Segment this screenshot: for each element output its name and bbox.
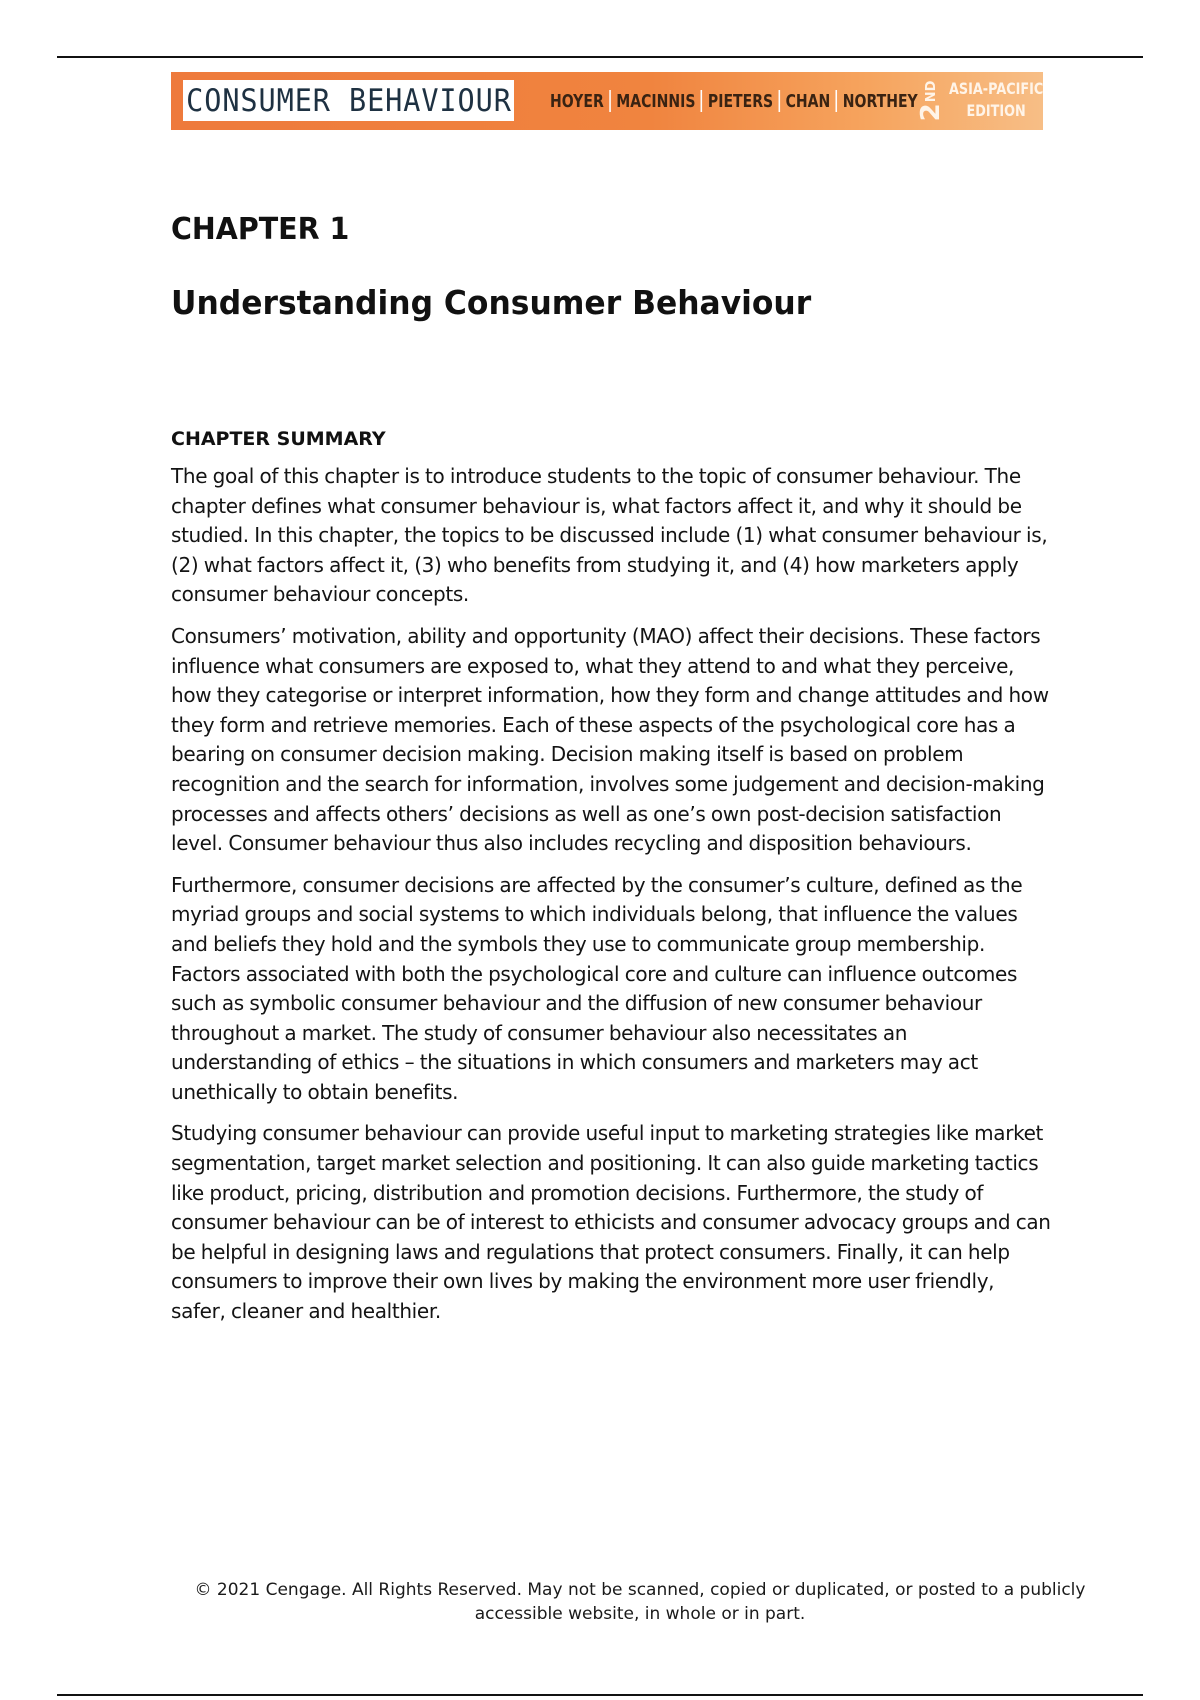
bottom-rule [57,1694,1143,1696]
author-name: MACINNIS [616,90,696,112]
banner-title-box [183,80,514,121]
author-separator [836,90,838,112]
author-list [550,88,918,114]
author-separator [779,90,781,112]
edition-line-2: EDITION [966,101,1026,120]
edition-badge [911,76,1044,126]
summary-paragraph: Studying consumer behaviour can provide useful input to marketing strategies like market segmentation, target market selection and positioning. It can also guide marketing tactics like product, pricing, distribution and promotion decisions. Furthermore, the study of consumer behaviour can be of interest to ethicists and consumer advocacy groups and can be helpful in designing laws and regulations that protect consumers. Finally, it can help consumers to improve their own lives by making the environment more user friendly, safer, cleaner and healthier. [171,1121,1051,1324]
summary-paragraph: Consumers’ motivation, ability and opportunity (MAO) affect their decisions. These factors influence what consumers are exposed to, what they attend to and what they perceive, how they categorise or interpret information, how they form and change attitudes and how they form and retrieve memories. Each of these aspects of the psychological core has a bearing on consumer decision making. Decision making itself is based on problem recognition and the search for information, involves some judgement and decision-making processes and affects others’ decisions as well as one’s own post-decision satisfaction level. Consumer behaviour thus also includes recycling and disposition behaviours. [171,623,1049,856]
top-rule [57,56,1143,58]
chapter-label: CHAPTER 1 [171,212,350,247]
edition-line-1: ASIA-PACIFIC [949,79,1044,98]
edition-number [908,81,954,121]
banner-title: CONSUMER BEHAVIOUR [185,82,512,119]
author-name: PIETERS [707,90,774,112]
author-name: HOYER [550,90,604,112]
summary-heading: CHAPTER SUMMARY [171,428,386,450]
edition-number-suffix: ND [923,80,939,103]
author-separator [609,90,611,112]
summary-paragraph: Furthermore, consumer decisions are affected by the consumer’s culture, defined as the myriad groups and social systems to which individuals belong, that influence the values and beliefs they hold and the symbols they use to communicate group membership. Factors associated with both the psychological core and culture can influence outcomes such as symbolic consumer behaviour and the diffusion of new consumer behaviour throughout a market. The study of consumer behaviour also necessitates an understanding of ethics – the situations in which consumers and marketers may act unethically to obtain benefits. [171,872,1023,1104]
author-name: CHAN [785,90,831,112]
summary-body [171,462,1051,1339]
book-banner [171,72,1043,130]
edition-number-digit: 2 [916,103,946,122]
author-name: NORTHEY [842,90,918,112]
summary-paragraph: The goal of this chapter is to introduce students to the topic of consumer behaviour. The chapter defines what consumer behaviour is, what factors affect it, and why it should be studied. In this chapter, the topics to be discussed include (1) what consumer behaviour is, (2) what factors affect it, (3) who benefits from studying it, and (4) how marketers apply consumer behaviour concepts. [171,464,1048,607]
copyright-footer: © 2021 Cengage. All Rights Reserved. May not be scanned, copied or duplicated, or posted to a publicly accessible website, in whole or in part. [194,1580,1086,1624]
chapter-title: Understanding Consumer Behaviour [171,283,812,322]
author-separator [701,90,703,112]
edition-label [949,78,1043,122]
